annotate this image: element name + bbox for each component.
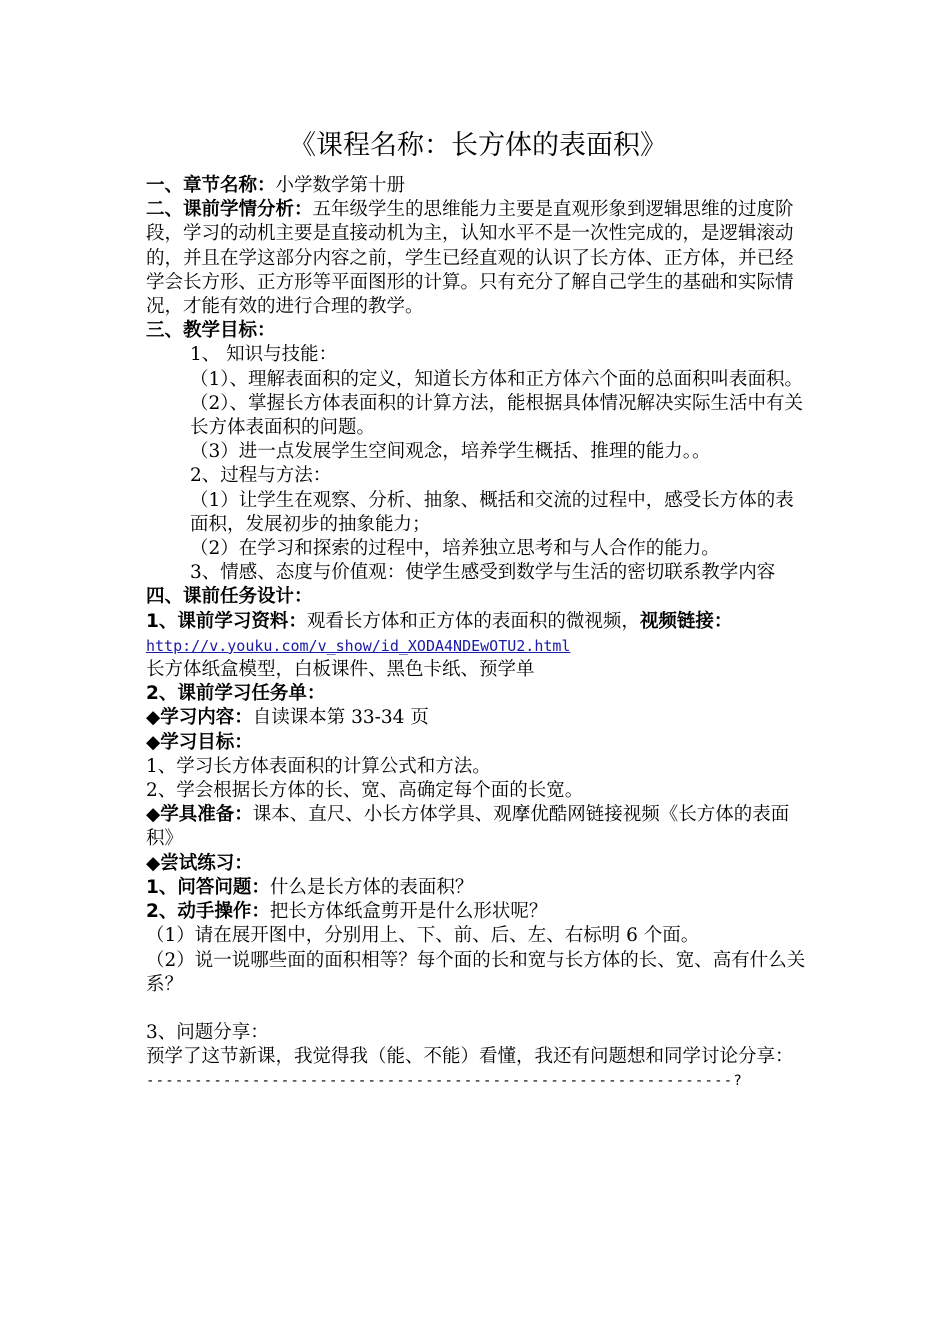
answer-line[interactable]: -------------------------------------------------------------? xyxy=(146,1073,743,1090)
goal-line: （1）让学生在观察、分析、抽象、概括和交流的过程中，感受长方体的表面积，发展初步的抽象能力； xyxy=(190,489,794,535)
goal-line: 2、过程与方法： xyxy=(190,465,332,487)
goal-line: （3）进一点发展学生空间观念，培养学生概括、推理的能力。。 xyxy=(190,441,711,463)
resource-text: 观看长方体和正方体的表面积的微视频， xyxy=(306,610,640,632)
question-label: 1、问答问题： xyxy=(146,876,270,898)
task-sheet-heading: 2、课前学习任务单： xyxy=(146,683,326,705)
question-2-sub: （1）请在展开图中，分别用上、下、前、后、左、右标明 6 个面。 xyxy=(146,925,700,947)
section-analysis xyxy=(146,198,810,319)
goal-line: 1、 知识与技能： xyxy=(190,344,338,366)
section-goals-heading: 三、教学目标： xyxy=(146,320,276,342)
video-link[interactable]: http://v.youku.com/v_show/id_XODA4NDEwOTU2.html xyxy=(146,636,571,655)
question-text: 把长方体纸盒剪开是什么形状呢？ xyxy=(269,901,548,923)
goal-line: （1）、理解表面积的定义，知道长方体和正方体六个面的总面积叫表面积。 xyxy=(190,368,804,390)
question-text: 什么是长方体的表面积？ xyxy=(269,876,474,898)
document-body xyxy=(146,174,810,1094)
section-text: 五年级学生的思维能力主要是直观形象到逻辑思维的过度阶段，学习的动机主要是直接动机为主，认知水平不是一次性完成的，是逻辑滚动的，并且在学这部分内容之前，学生已经直观的认识了长方体、正方体，并已经学会长方形、正方形等平面图形的计算。只有充分了解自己学生的基础和实际情况，才能有效的进行合理的教学。 xyxy=(146,199,794,318)
question-2 xyxy=(146,900,810,924)
goal-line: 3、情感、态度与价值观：使学生感受到数学与生活的密切联系教学内容 xyxy=(190,562,776,584)
goal-line: （2）、掌握长方体表面积的计算方法，能根据具体情况解决实际生活中有关长方体表面积的问题。 xyxy=(190,392,804,439)
share-text: 预学了这节新课，我觉得我（能、不能）看懂，我还有问题想和同学讨论分享： xyxy=(146,1046,794,1068)
resource-label: 1、课前学习资料： xyxy=(146,610,307,632)
section-tasks-heading: 四、课前任务设计： xyxy=(146,586,313,608)
page-title: 《课程名称：长方体的表面积》 xyxy=(289,130,667,161)
tools-label: ◆学具准备： xyxy=(146,804,253,826)
section-label: 二、课前学情分析： xyxy=(146,199,313,221)
resource-line xyxy=(146,610,810,634)
share-heading: 3、问题分享： xyxy=(146,1021,269,1043)
section-text: 小学数学第十册 xyxy=(275,175,406,196)
learning-goal-item: 1、学习长方体表面积的计算公式和方法。 xyxy=(146,755,491,777)
tools-line xyxy=(146,803,810,851)
learning-goal-heading: ◆学习目标： xyxy=(146,731,253,753)
section-label: 一、章节名称： xyxy=(146,175,276,196)
practice-heading: ◆尝试练习： xyxy=(146,852,253,874)
video-link-label: 视频链接： xyxy=(639,610,733,632)
question-2-sub: （2）说一说哪些面的面积相等？每个面的长和宽与长方体的长、宽、高有什么关系？ xyxy=(146,949,806,995)
video-link-line xyxy=(146,634,810,658)
materials-line: 长方体纸盒模型，白板课件、黑色卡纸、预学单 xyxy=(146,659,535,681)
question-1 xyxy=(146,876,810,900)
tools-text: 课本、直尺、小长方体学具、观摩优酷网链接视频《长方体的表面积》 xyxy=(146,804,790,850)
blank-line xyxy=(146,997,810,1021)
content-label: ◆学习内容： xyxy=(146,707,253,729)
section-chapter xyxy=(146,174,810,198)
content-text: 自读课本第 33-34 页 xyxy=(252,707,429,729)
learning-goal-item: 2、学会根据长方体的长、宽、高确定每个面的长宽。 xyxy=(146,780,584,802)
content-line xyxy=(146,706,810,730)
goal-line: （2）在学习和探索的过程中，培养独立思考和与人合作的能力。 xyxy=(190,538,720,560)
question-label: 2、动手操作： xyxy=(146,901,270,923)
